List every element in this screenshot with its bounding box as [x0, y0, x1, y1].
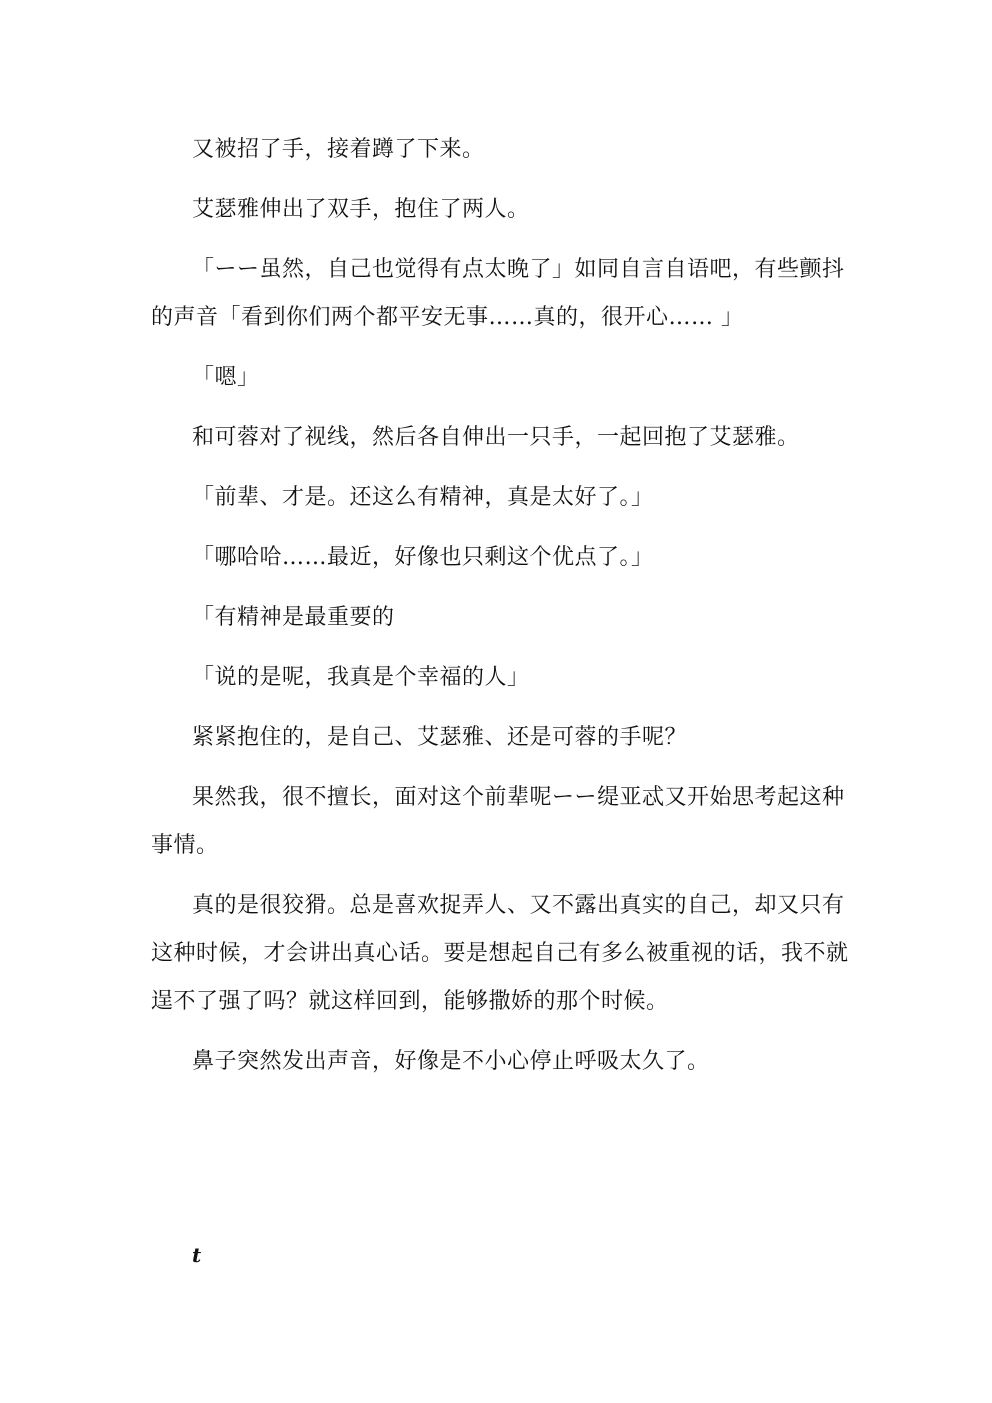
paragraph: 「说的是呢，我真是个幸福的人」	[192, 665, 530, 690]
paragraph: 「嗯」	[192, 365, 260, 390]
paragraph: 果然我，很不擅长，面对这个前辈呢ーー缇亚忒又开始思考起这种事情。	[151, 785, 845, 858]
paragraph: 「有精神是最重要的	[192, 605, 395, 630]
body-text	[151, 126, 851, 1098]
paragraph: 「ーー虽然，自己也觉得有点太晚了」如同自言自语吧，有些颤抖的声音「看到你们两个都平安无事……真的，很开心…… 」	[151, 257, 845, 330]
paragraph: 又被招了手，接着蹲了下来。	[192, 137, 485, 162]
paragraph: 艾瑟雅伸出了双手，抱住了两人。	[192, 197, 530, 222]
paragraph: 紧紧抱住的，是自己、艾瑟雅、还是可蓉的手呢？	[192, 725, 688, 750]
footer-mark: t	[192, 1243, 202, 1267]
paragraph: 真的是很狡猾。总是喜欢捉弄人、又不露出真实的自己，却又只有这种时候，才会讲出真心话。要是想起自己有多么被重视的话，我不就逞不了强了吗？就这样回到，能够撒娇的那个时候。	[151, 893, 849, 1014]
paragraph: 「前辈、才是。还这么有精神，真是太好了。」	[192, 485, 654, 510]
paragraph: 「哪哈哈……最近，好像也只剩这个优点了。」	[192, 545, 654, 570]
paragraph: 鼻子突然发出声音，好像是不小心停止呼吸太久了。	[192, 1049, 710, 1074]
paragraph: 和可蓉对了视线，然后各自伸出一只手，一起回抱了艾瑟雅。	[192, 425, 800, 450]
